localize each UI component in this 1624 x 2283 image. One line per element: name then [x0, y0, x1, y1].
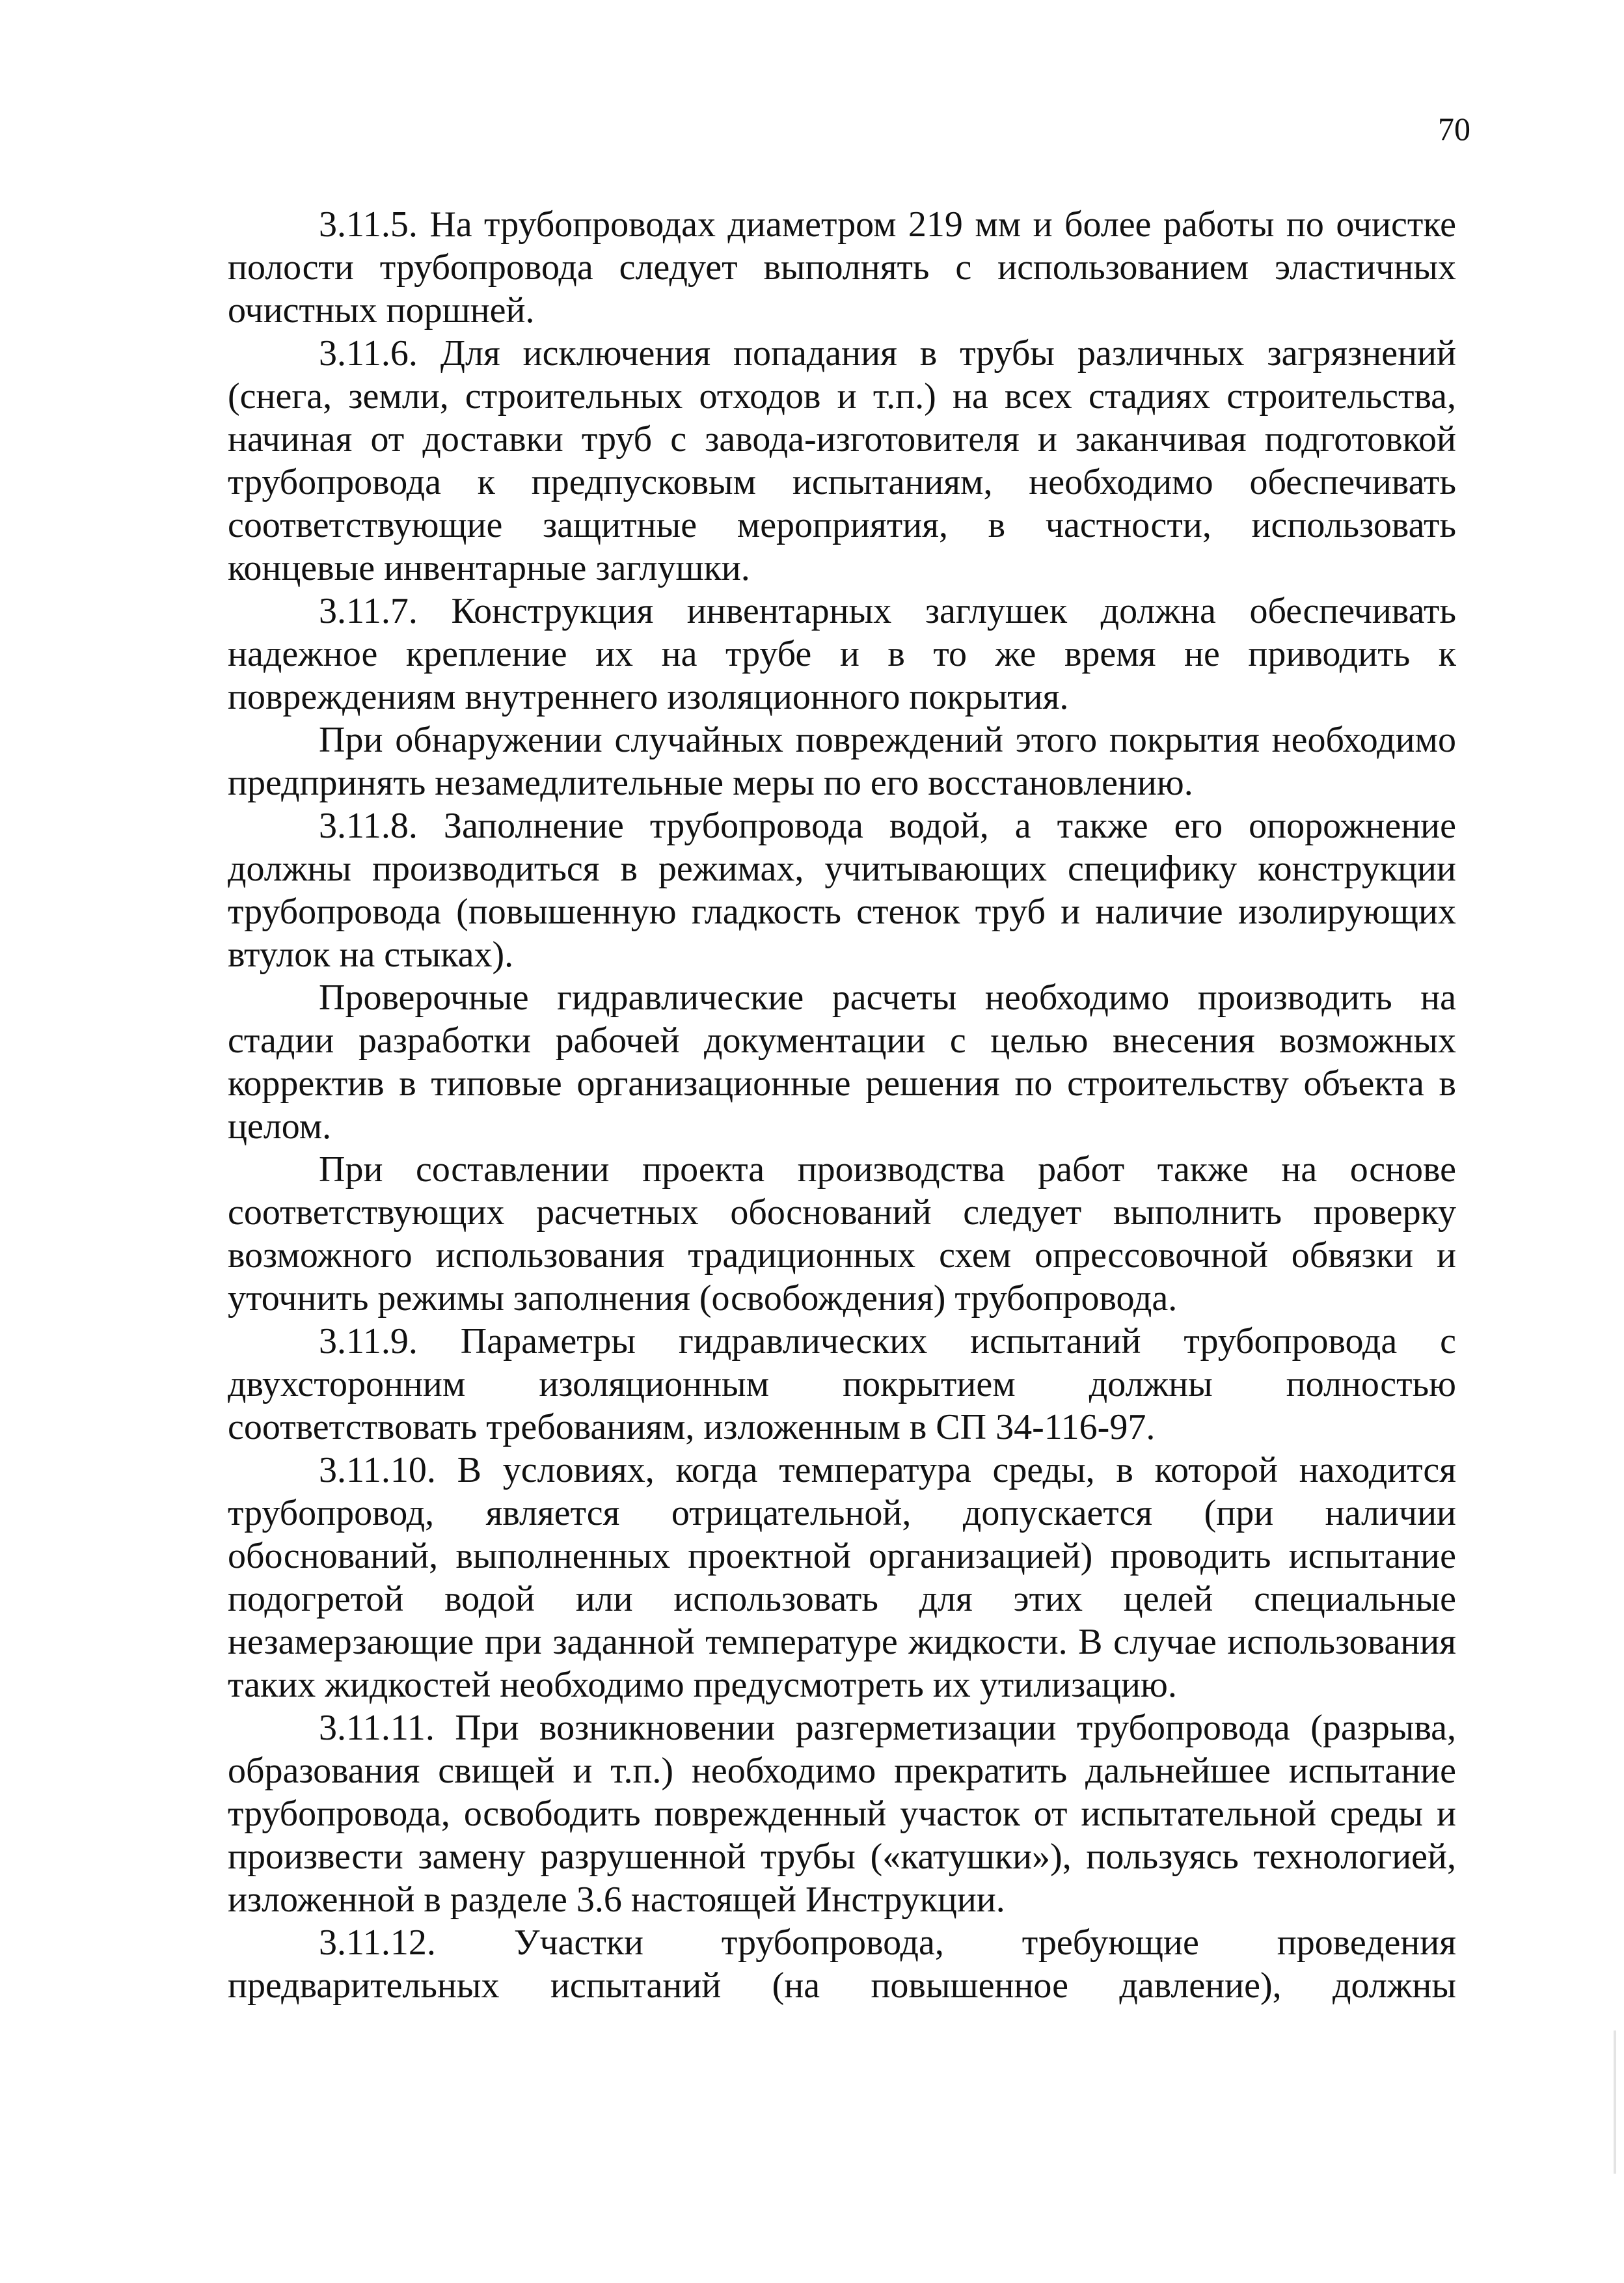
paragraph-3-11-7: 3.11.7. Конструкция инвентарных заглушек должна обеспечивать надежное крепление их на трубе и в то же время не приводить к повреждениям внутреннего изоляционного покрытия. [228, 591, 1456, 717]
paragraph-3-11-8-project: При составлении проекта производства работ также на основе соответствующих расчетных обоснований следует выполнить проверку возможного использования традиционных схем опрессовочной обвязки и уточнить режимы заполнения (освобождения) трубопровода. [228, 1149, 1456, 1319]
paragraph-3-11-8: 3.11.8. Заполнение трубопровода водой, а также его опорожнение должны производиться в режимах, учитывающих специфику конструкции трубопровода (повышенную гладкость стенок труб и наличие изолирующих втулок на стыках). [228, 806, 1456, 975]
paragraph-3-11-12: 3.11.12. Участки трубопровода, требующие проведения предварительных испытаний (на повышенное давление), должны [228, 1922, 1456, 2006]
body-text [228, 203, 1456, 2007]
paragraph-3-11-5: 3.11.5. На трубопроводах диаметром 219 мм и более работы по очистке полости трубопровода следует выполнять с использованием эластичных очистных поршней. [228, 204, 1456, 331]
paragraph-3-11-8-calculations: Проверочные гидравлические расчеты необходимо производить на стадии разработки рабочей документации с целью внесения возможных корректив в типовые организационные решения по строительству объекта в целом. [228, 977, 1456, 1147]
paragraph-3-11-9: 3.11.9. Параметры гидравлических испытаний трубопровода с двухсторонним изоляционным покрытием должны полностью соответствовать требованиям, изложенным в СП 34-116-97. [228, 1321, 1456, 1447]
page-number: 70 [1438, 111, 1470, 147]
paragraph-3-11-7-damage: При обнаружении случайных повреждений этого покрытия необходимо предпринять незамедлительные меры по его восстановлению. [228, 720, 1456, 803]
paragraph-3-11-10: 3.11.10. В условиях, когда температура среды, в которой находится трубопровод, является отрицательной, допускается (при наличии обоснований, выполненных проектной организацией) проводить испытание подогретой водой или использовать для этих целей специальные незамерзающие при заданной температуре жидкости. В случае использования таких жидкостей необходимо предусмотреть их утилизацию. [228, 1450, 1456, 1705]
paragraph-3-11-6: 3.11.6. Для исключения попадания в трубы различных загрязнений (снега, земли, строительных отходов и т.п.) на всех стадиях строительства, начиная от доставки труб с завода-изготовителя и заканчивая подготовкой трубопровода к предпусковым испытаниям, необходимо обеспечивать соответствующие защитные мероприятия, в частности, использовать концевые инвентарные заглушки. [228, 333, 1456, 588]
paragraph-3-11-11: 3.11.11. При возникновении разгерметизации трубопровода (разрыва, образования свищей и т.п.) необходимо прекратить дальнейшее испытание трубопровода, освободить поврежденный участок от испытательной среды и произвести замену разрушенной трубы («катушки»), пользуясь технологией, изложенной в разделе 3.6 настоящей Инструкции. [228, 1708, 1456, 1920]
scan-edge-mark [1614, 2030, 1616, 2174]
